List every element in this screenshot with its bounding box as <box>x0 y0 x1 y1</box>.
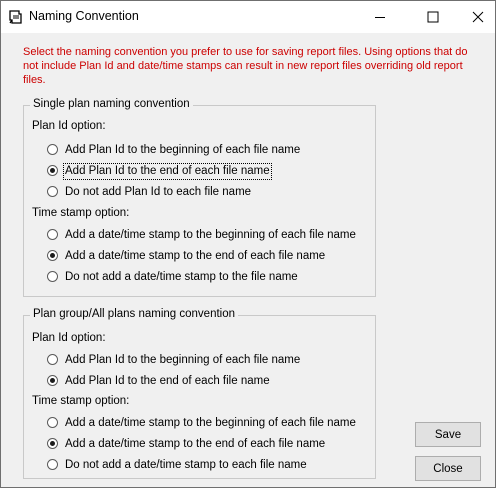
radio-button[interactable] <box>47 354 58 365</box>
option-label: Add a date/time stamp to the end of each file name <box>65 438 326 450</box>
maximize-icon <box>427 11 439 23</box>
option-label: Add a date/time stamp to the end of each file name <box>65 250 326 262</box>
window-title: Naming Convention <box>29 9 139 23</box>
close-window-button[interactable] <box>455 1 496 33</box>
intro-warning-text: Select the naming convention you prefer to use for saving report files. Using options that do not include Plan Id and date/time stamps can result in new report files overriding old report files. <box>23 46 468 86</box>
option-label: Add Plan Id to the end of each file name <box>65 375 270 387</box>
plan-group-group <box>23 308 376 479</box>
radio-button[interactable] <box>47 459 58 470</box>
single-plan-id-label: Plan Id option: <box>32 120 106 132</box>
radio-button[interactable] <box>47 229 58 240</box>
option-label: Add Plan Id to the beginning of each file name <box>65 354 301 366</box>
single-time-stamp-label: Time stamp option: <box>32 207 130 219</box>
minimize-icon <box>374 11 386 23</box>
save-button[interactable] <box>415 422 481 447</box>
save-button-label: Save <box>434 429 462 441</box>
option-label: Add Plan Id to the beginning of each file name <box>65 144 301 156</box>
close-icon <box>472 11 484 23</box>
close-button-label: Close <box>433 463 463 475</box>
single-plan-group-title: Single plan naming convention <box>30 98 193 110</box>
option-label: Do not add Plan Id to each file name <box>65 186 252 198</box>
radio-button[interactable] <box>47 271 58 282</box>
radio-button[interactable] <box>47 144 58 155</box>
minimize-button[interactable] <box>357 1 403 33</box>
group-plan-id-label: Plan Id option: <box>32 332 106 344</box>
radio-button-selected[interactable] <box>47 165 58 176</box>
plan-group-title: Plan group/All plans naming convention <box>30 308 238 320</box>
maximize-button[interactable] <box>410 1 456 33</box>
radio-button[interactable] <box>47 417 58 428</box>
title-bar[interactable] <box>1 1 495 33</box>
report-window-icon <box>8 9 24 25</box>
option-label: Add Plan Id to the end of each file name <box>65 165 270 177</box>
single-plan-group <box>23 98 376 297</box>
option-label: Do not add a date/time stamp to each file name <box>65 459 307 471</box>
radio-button-selected[interactable] <box>47 250 58 261</box>
option-label: Do not add a date/time stamp to the file name <box>65 271 298 283</box>
radio-button-selected[interactable] <box>47 438 58 449</box>
radio-button[interactable] <box>47 186 58 197</box>
close-button[interactable] <box>415 456 481 481</box>
radio-button-selected[interactable] <box>47 375 58 386</box>
option-label: Add a date/time stamp to the beginning of each file name <box>65 417 356 429</box>
group-time-stamp-label: Time stamp option: <box>32 395 130 407</box>
option-label: Add a date/time stamp to the beginning of each file name <box>65 229 356 241</box>
